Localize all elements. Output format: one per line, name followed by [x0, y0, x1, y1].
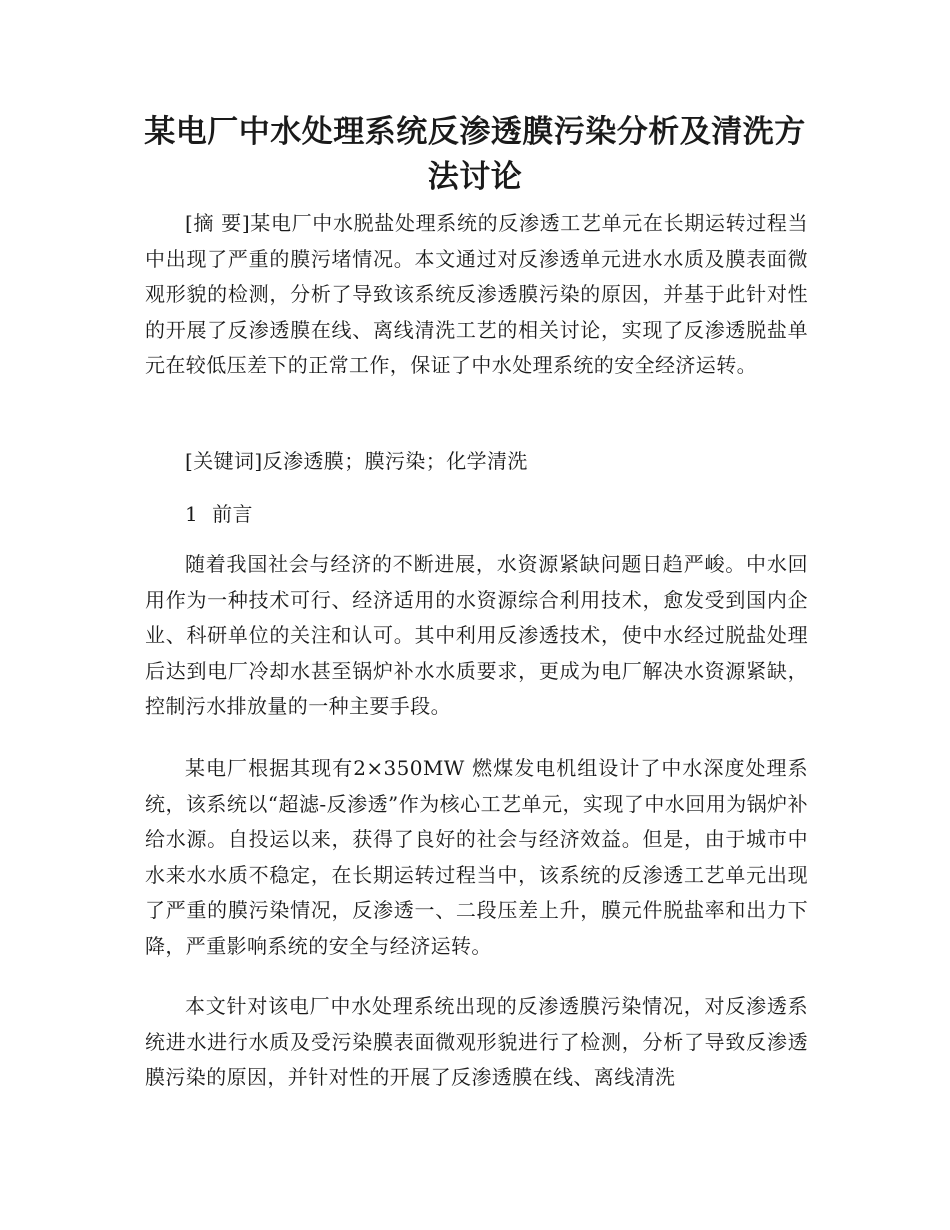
- keywords-line: [关键词]反渗透膜；膜污染；化学清洗: [185, 449, 528, 473]
- section-title: 前言: [212, 502, 253, 526]
- body-paragraph: 随着我国社会与经济的不断进展，水资源紧缺问题日趋严峻。中水回用作为一种技术可行、经济适用的水资源综合利用技术，愈发受到国内企业、科研单位的关注和认可。其中利用反渗透技术，使中水经过脱盐处理后达到电厂冷却水甚至锅炉补水水质要求，更成为电厂解决水资源紧缺，控制污水排放量的一种主要手段。: [145, 552, 808, 718]
- document-title: 某电厂中水处理系统反渗透膜污染分析及清洗方法讨论: [144, 114, 806, 195]
- section-heading: [185, 497, 253, 532]
- body-paragraph: 某电厂根据其现有2×350MW 燃煤发电机组设计了中水深度处理系统，该系统以“超滤-反渗透”作为核心工艺单元，实现了中水回用为锅炉补给水源。自投运以来，获得了良好的社会与经济效益。但是，由于城市中水来水水质不稳定，在长期运转过程当中，该系统的反渗透工艺单元出现了严重的膜污染情况，反渗透一、二段压差上升，膜元件脱盐率和出力下降，严重影响系统的安全与经济运转。: [145, 756, 808, 958]
- body-paragraph: 本文针对该电厂中水处理系统出现的反渗透膜污染情况，对反渗透系统进水进行水质及受污染膜表面微观形貌进行了检测，分析了导致反渗透膜污染的原因，并针对性的开展了反渗透膜在线、离线清洗: [145, 994, 808, 1089]
- section-number: 1: [185, 502, 199, 526]
- abstract-paragraph: [摘 要]某电厂中水脱盐处理系统的反渗透工艺单元在长期运转过程当中出现了严重的膜污堵情况。本文通过对反渗透单元进水水质及膜表面微观形貌的检测，分析了导致该系统反渗透膜污染的原因，并基于此针对性的开展了反渗透膜在线、离线清洗工艺的相关讨论，实现了反渗透脱盐单元在较低压差下的正常工作，保证了中水处理系统的安全经济运转。: [145, 211, 808, 377]
